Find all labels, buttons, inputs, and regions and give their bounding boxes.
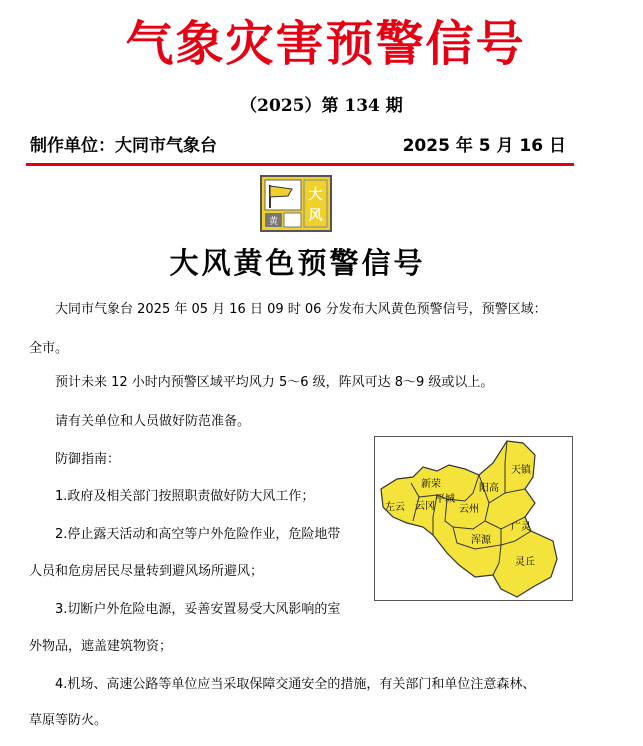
warning-signal-title: 气象灾害预警信号 [125,16,526,72]
body-line-5: 防御指南： [55,452,121,467]
map-label-zuoyun: 左云 [385,502,405,513]
map-label-yunzhou: 云州 [459,504,479,515]
body-line-4: 请有关单位和人员做好防范准备。 [55,414,251,429]
map-label-hunyuan: 浑源 [471,535,491,546]
badge-text-top: 大 [308,187,323,203]
body-line-3: 预计未来 12 小时内预警区域平均风力 5～6 级，阵风可达 8～9 级或以上。 [55,375,494,390]
signal-title: 大风黄色预警信号 [169,246,426,280]
warning-area-map [374,436,573,601]
issuer-row [30,132,570,160]
issue-date: 2025 年 5 月 16 日 [402,136,566,156]
badge-text-bottom: 风 [308,208,323,224]
body-line-11: 4.机场、高速公路等单位应当采取保障交通安全的措施，有关部门和单位注意森林、 [55,677,536,692]
badge-label: 黄 [268,217,279,227]
header-divider [26,163,574,166]
body-line-1: 大同市气象台 2025 年 05 月 16 日 09 时 06 分发布大风黄色预警信号，预警区域： [55,302,547,317]
map-label-tianzhen: 天镇 [511,465,531,476]
body-line-10: 外物品，遮盖建筑物资； [29,639,173,654]
body-line-6: 1.政府及相关部门按照职责做好防大风工作； [55,489,315,504]
map-label-xinrong: 新荣 [421,479,441,490]
body-line-12: 草原等防火。 [29,713,108,728]
body-line-8: 人员和危房居民尽量转到避风场所避风； [29,564,264,579]
body-line-7: 2.停止露天活动和高空等户外危险作业，危险地带 [55,527,341,542]
body-line-2: 全市。 [29,341,69,356]
issuing-unit: 制作单位：大同市气象台 [30,136,217,156]
issue-number: （2025）第 134 期 [240,96,403,116]
map-label-lingqiu: 灵丘 [515,557,535,568]
body-line-9: 3.切断户外危险电源，妥善安置易受大风影响的室 [55,602,341,617]
gale-yellow-badge-icon [260,175,332,232]
map-label-pingcheng: 平城 [435,494,455,505]
map-label-guangling: 广灵 [511,522,531,533]
map-label-yungang: 云冈 [415,501,435,512]
map-label-yanggao: 阳高 [479,483,499,494]
